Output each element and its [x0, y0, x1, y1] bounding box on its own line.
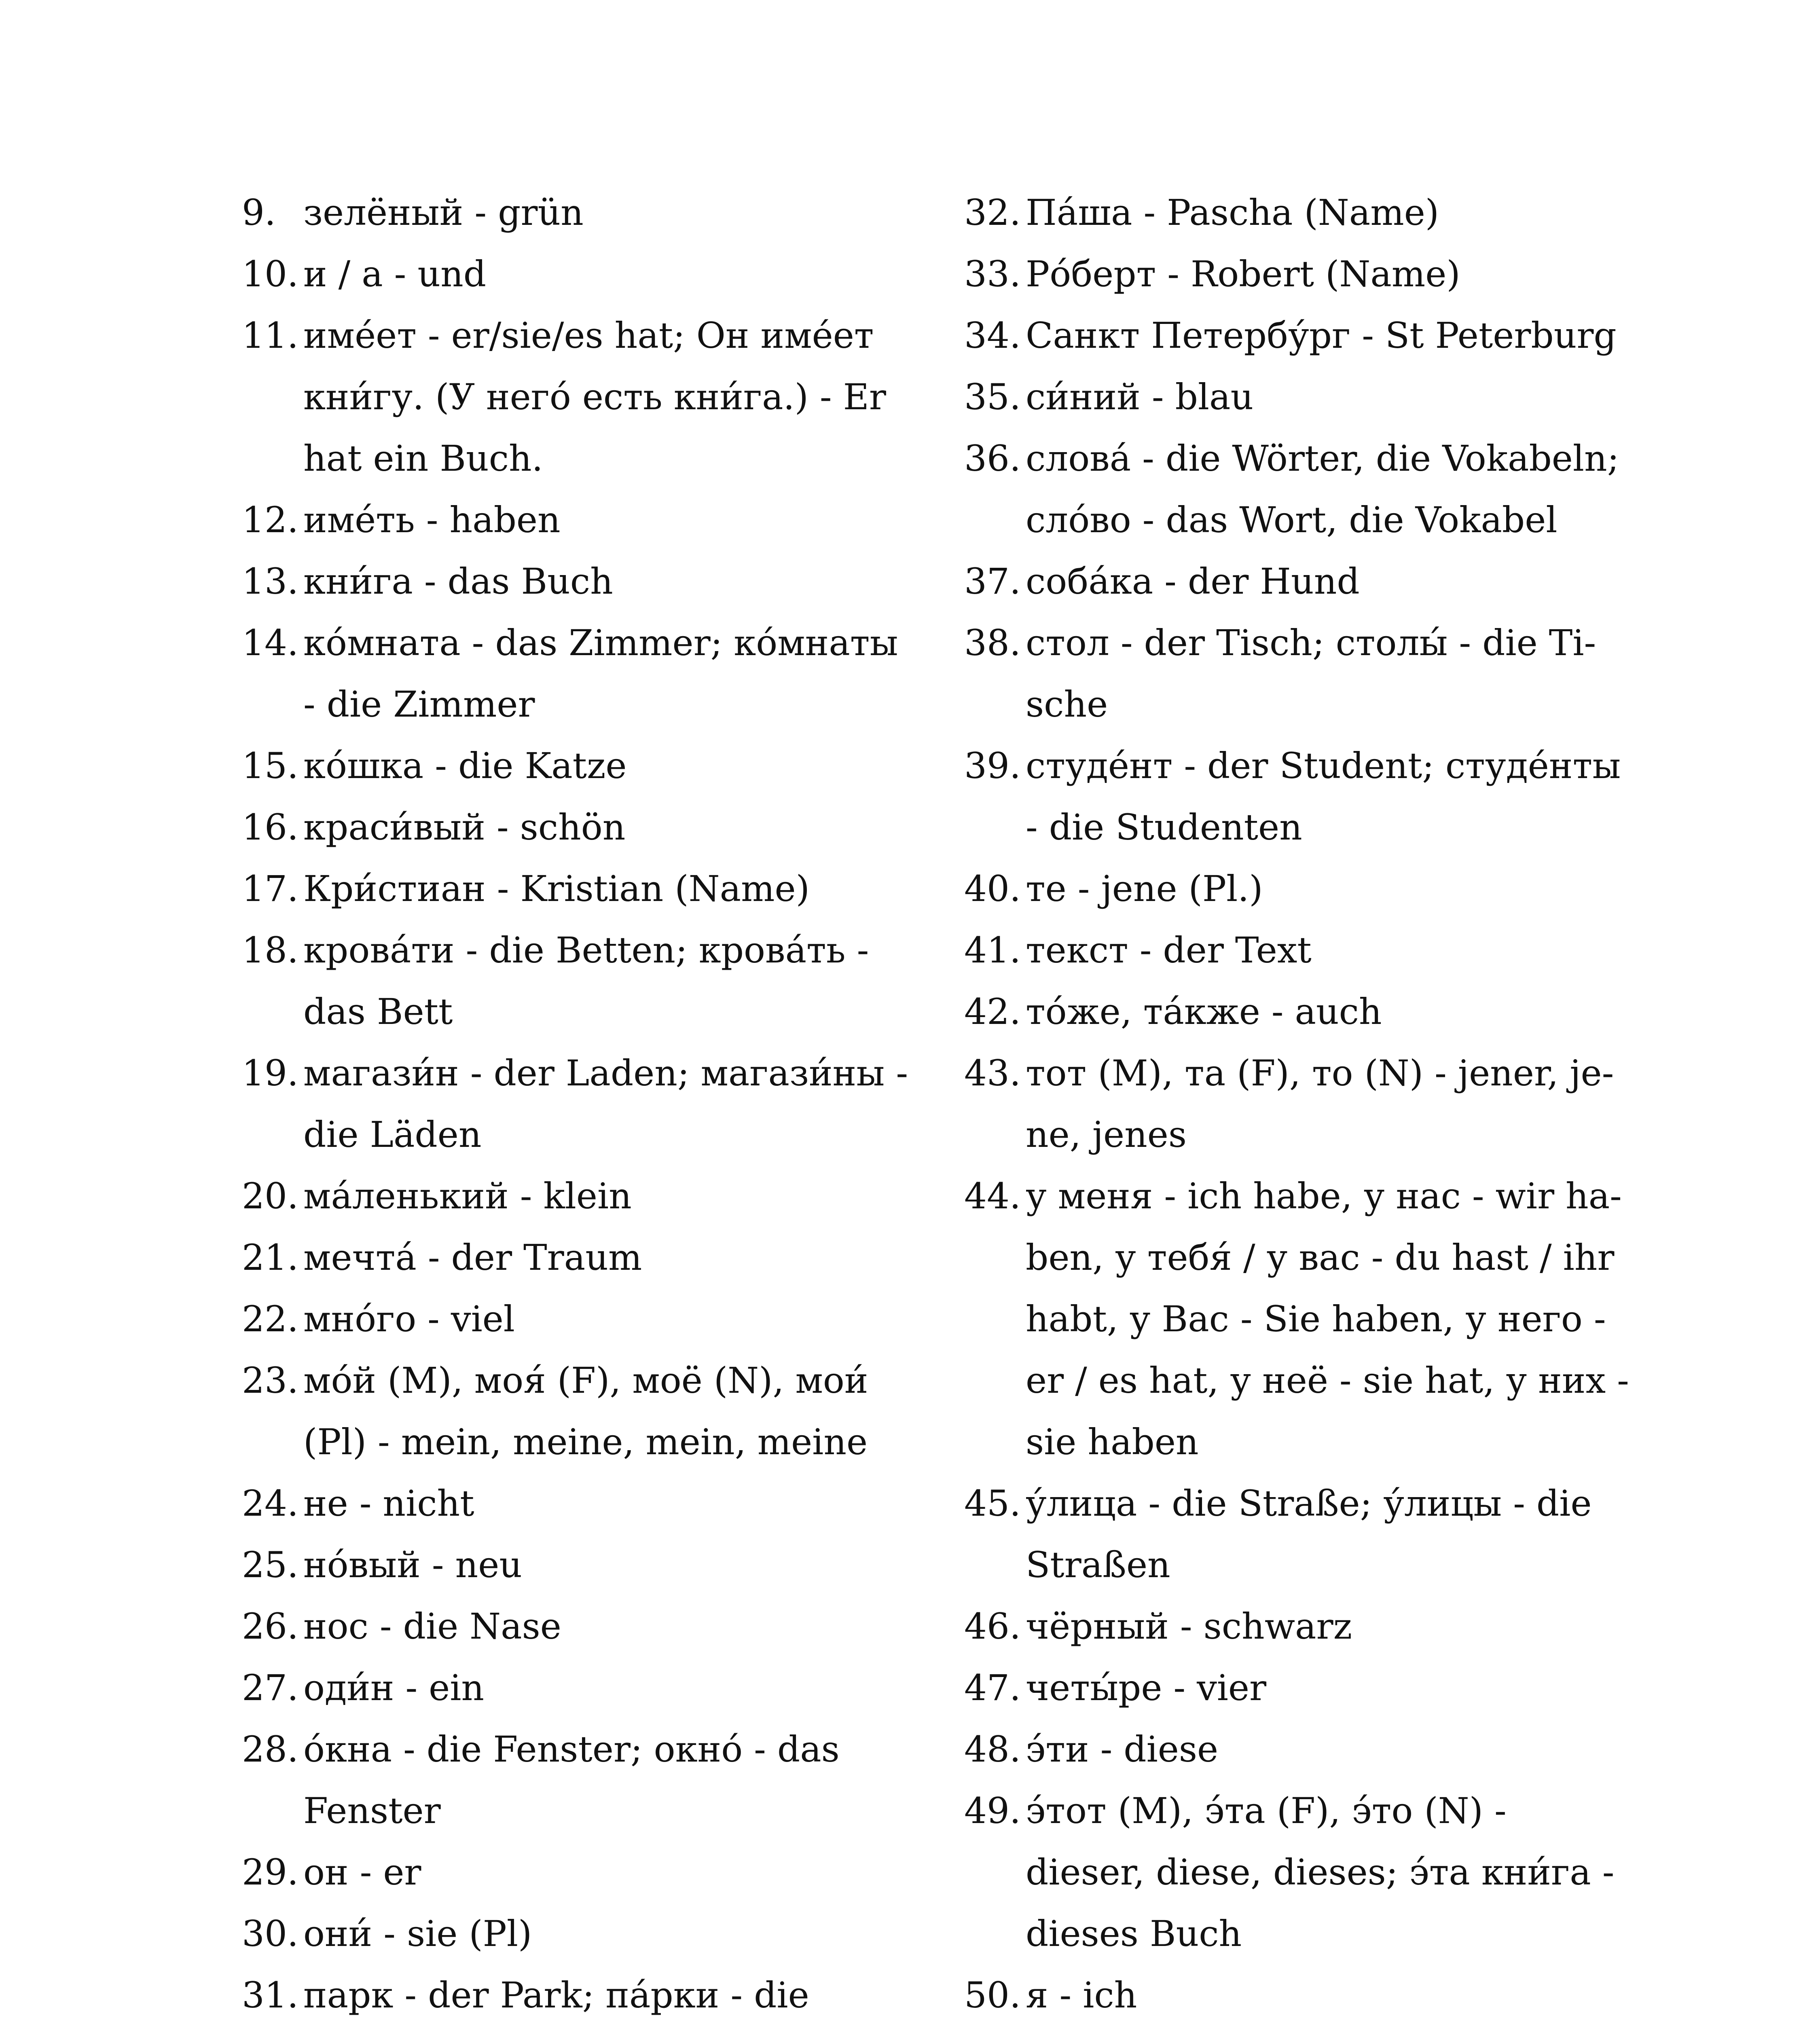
- entry-text: кóмната - das Zimmer; кóмнаты - die Zimmer: [303, 622, 898, 725]
- entry-text: зелёный - grün: [303, 192, 584, 233]
- vocabulary-entry: [242, 305, 913, 489]
- entry-text: магази́н - der Laden; магази́ны - die Läden: [303, 1052, 908, 1155]
- vocabulary-entry: [242, 1227, 913, 1288]
- entry-text: он - er: [303, 1851, 421, 1893]
- vocabulary-entry: [242, 1473, 913, 1534]
- entry-number: 44.: [964, 1175, 1021, 1217]
- vocabulary-entry: [964, 920, 1636, 981]
- entry-number: 16.: [242, 806, 298, 848]
- entry-text: кровáти - die Betten; кровáть - das Bett: [303, 929, 869, 1032]
- entry-number: 43.: [964, 1052, 1021, 1094]
- entry-number: 13.: [242, 560, 298, 602]
- entry-text: кни́га - das Buch: [303, 560, 613, 602]
- vocabulary-entry: [964, 1473, 1636, 1596]
- vocabulary-entry: [242, 735, 913, 797]
- entry-number: 18.: [242, 929, 298, 971]
- entry-number: 37.: [964, 560, 1021, 602]
- vocabulary-entry: [964, 428, 1636, 551]
- entry-number: 10.: [242, 253, 298, 295]
- entry-text: мáленький - klein: [303, 1175, 632, 1217]
- entry-text: кóшка - die Katze: [303, 745, 627, 787]
- vocabulary-entry: [964, 551, 1636, 612]
- entry-number: 28.: [242, 1728, 298, 1770]
- entry-number: 32.: [964, 192, 1021, 233]
- vocabulary-list-right: [964, 182, 1636, 2022]
- entry-text: Кри́стиан - Kristian (Name): [303, 868, 810, 909]
- entry-text: мóй (M), моя́ (F), моё (N), мои́ (Pl) - mein, meine, mein, meine: [303, 1360, 868, 1463]
- entry-number: 27.: [242, 1667, 298, 1709]
- vocabulary-entry: [242, 920, 913, 1043]
- vocabulary-entry: [964, 1596, 1636, 1657]
- vocabulary-entry: [242, 1657, 913, 1719]
- vocabulary-entry: [964, 1657, 1636, 1719]
- entry-number: 26.: [242, 1605, 298, 1647]
- vocabulary-entry: [964, 1780, 1636, 1965]
- entry-number: 46.: [964, 1605, 1021, 1647]
- entry-number: 30.: [242, 1913, 298, 1954]
- entry-number: 23.: [242, 1360, 298, 1401]
- vocabulary-entry: [964, 305, 1636, 366]
- entry-text: имéет - er/sie/es hat; Он имéет кни́гу. (У негó есть кни́га.) - Er hat ein Buch.: [303, 315, 886, 479]
- vocabulary-entry: [242, 182, 913, 243]
- entry-number: 49.: [964, 1790, 1021, 1832]
- entry-number: 12.: [242, 499, 298, 541]
- entry-number: 21.: [242, 1237, 298, 1278]
- entry-text: студéнт - der Student; студéнты - die Studenten: [1026, 745, 1621, 848]
- entry-text: óкна - die Fenster; окнó - das Fenster: [303, 1728, 840, 1832]
- entry-text: собáка - der Hund: [1026, 560, 1360, 602]
- vocabulary-entry: [242, 1350, 913, 1473]
- entry-text: словá - die Wörter, die Vokabeln; слóво - das Wort, die Vokabel: [1026, 438, 1619, 541]
- entry-text: текст - der Text: [1026, 929, 1312, 971]
- entry-text: э́тот (M), э́та (F), э́то (N) - dieser, diese, dieses; э́та кни́га - dieses Buch: [1026, 1790, 1615, 1954]
- entry-text: Пáша - Pascha (Name): [1026, 192, 1439, 233]
- entry-text: имéть - haben: [303, 499, 561, 541]
- entry-text: оди́н - ein: [303, 1667, 485, 1709]
- entry-text: мнóго - viel: [303, 1298, 515, 1340]
- entry-number: 39.: [964, 745, 1021, 787]
- entry-number: 11.: [242, 315, 298, 356]
- entry-number: 38.: [964, 622, 1021, 664]
- entry-text: Санкт Петербу́рг - St Peterburg: [1026, 315, 1617, 356]
- entry-number: 42.: [964, 991, 1021, 1032]
- vocabulary-entry: [242, 551, 913, 612]
- vocabulary-list-left: [242, 182, 913, 2022]
- vocabulary-entry: [964, 1165, 1636, 1473]
- vocabulary-entry: [242, 1719, 913, 1842]
- entry-text: они́ - sie (Pl): [303, 1913, 532, 1954]
- vocabulary-entry: [242, 1165, 913, 1227]
- vocabulary-entry: [964, 1043, 1636, 1165]
- entry-text: Рóберт - Robert (Name): [1026, 253, 1460, 295]
- entry-number: 20.: [242, 1175, 298, 1217]
- entry-text: парк - der Park; пáрки - die: [303, 1974, 809, 2016]
- vocabulary-entry: [242, 1965, 913, 2022]
- entry-text: э́ти - diese: [1026, 1728, 1219, 1770]
- entry-text: я - ich: [1026, 1974, 1137, 2016]
- vocabulary-entry: [964, 366, 1636, 428]
- entry-number: 50.: [964, 1974, 1021, 2016]
- entry-number: 9.: [242, 192, 276, 233]
- entry-number: 17.: [242, 868, 298, 909]
- vocabulary-entry: [964, 612, 1636, 735]
- entry-text: стол - der Tisch; столы́ - die Ti-sche: [1026, 622, 1596, 725]
- vocabulary-entry: [964, 1719, 1636, 1780]
- entry-text: у́лица - die Straße; у́лицы - die Straßen: [1026, 1483, 1592, 1586]
- entry-number: 19.: [242, 1052, 298, 1094]
- entry-number: 35.: [964, 376, 1021, 418]
- entry-text: те - jene (Pl.): [1026, 868, 1263, 909]
- vocabulary-entry: [964, 1965, 1636, 2022]
- vocabulary-entry: [242, 1842, 913, 1903]
- entry-number: 29.: [242, 1851, 298, 1893]
- entry-number: 36.: [964, 438, 1021, 479]
- vocabulary-entry: [964, 243, 1636, 305]
- entry-number: 31.: [242, 1974, 298, 2016]
- entry-text: тóже, тáкже - auch: [1026, 991, 1382, 1032]
- entry-number: 22.: [242, 1298, 298, 1340]
- vocabulary-entry: [242, 612, 913, 735]
- vocabulary-entry: [242, 1043, 913, 1165]
- vocabulary-entry: [242, 243, 913, 305]
- entry-number: 48.: [964, 1728, 1021, 1770]
- vocabulary-entry: [242, 1288, 913, 1350]
- entry-text: си́ний - blau: [1026, 376, 1254, 418]
- vocabulary-entry: [964, 735, 1636, 858]
- entry-text: у меня - ich habe, у нас - wir ha-ben, у тебя́ / у вас - du hast / ihr habt, у Вас - Sie haben, у него - er / es hat, у неё - sie hat, у них - sie haben: [1026, 1175, 1629, 1463]
- entry-text: нóвый - neu: [303, 1544, 522, 1586]
- entry-text: не - nicht: [303, 1483, 474, 1524]
- vocabulary-entry: [242, 858, 913, 920]
- entry-number: 47.: [964, 1667, 1021, 1709]
- vocabulary-entry: [242, 489, 913, 551]
- entry-number: 33.: [964, 253, 1021, 295]
- entry-text: и / а - und: [303, 253, 487, 295]
- entry-number: 24.: [242, 1483, 298, 1524]
- entry-text: мечтá - der Traum: [303, 1237, 642, 1278]
- vocabulary-entry: [242, 1596, 913, 1657]
- entry-number: 34.: [964, 315, 1021, 356]
- entry-number: 40.: [964, 868, 1021, 909]
- vocabulary-entry: [242, 1903, 913, 1965]
- entry-number: 14.: [242, 622, 298, 664]
- vocabulary-entry: [242, 1534, 913, 1596]
- entry-text: четы́ре - vier: [1026, 1667, 1267, 1709]
- vocabulary-entry: [964, 981, 1636, 1043]
- entry-number: 45.: [964, 1483, 1021, 1524]
- entry-number: 15.: [242, 745, 298, 787]
- entry-text: нос - die Nase: [303, 1605, 561, 1647]
- entry-number: 25.: [242, 1544, 298, 1586]
- vocabulary-entry: [964, 858, 1636, 920]
- entry-text: тот (M), та (F), то (N) - jener, je-ne, jenes: [1026, 1052, 1614, 1155]
- entry-text: чёрный - schwarz: [1026, 1605, 1352, 1647]
- entry-number: 41.: [964, 929, 1021, 971]
- entry-text: краси́вый - schön: [303, 806, 626, 848]
- vocabulary-entry: [242, 797, 913, 858]
- vocabulary-entry: [964, 182, 1636, 243]
